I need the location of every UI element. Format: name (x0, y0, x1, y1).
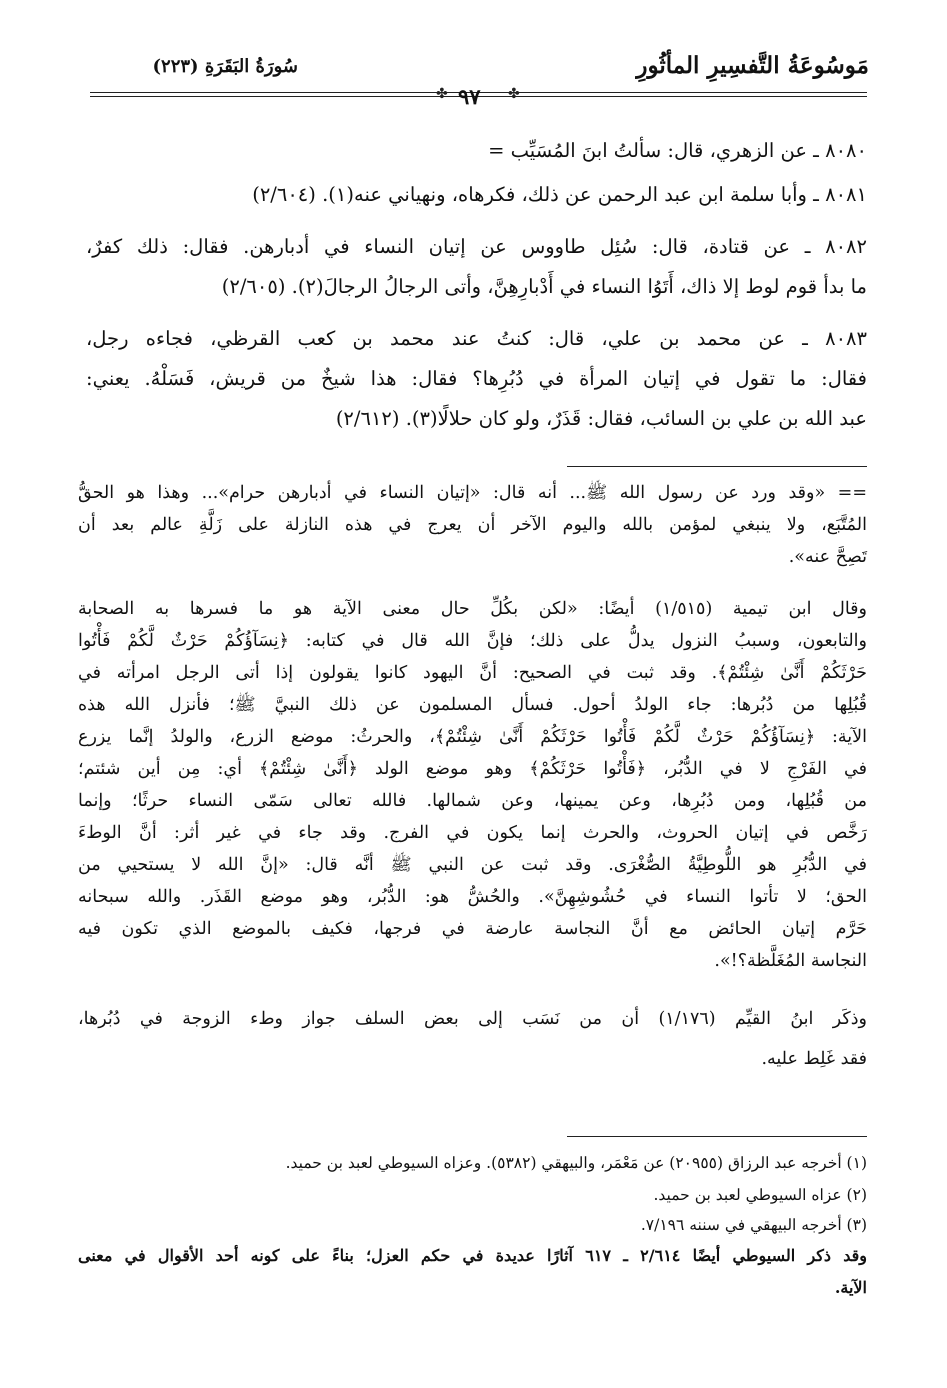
commentary-line-16: وذكَر ابنُ القيِّم (١/١٧٦) أن من نَسَب إلى بعض السلف جواز وطء الزوجة في دُبُرها، (78, 1009, 867, 1029)
commentary-line-7: قُبُلِها من دُبُرها: جاء الولدُ أحول. فسأل المسلمون عن ذلك النبيَّ ﷺ؛ فأنزل الله هذه (78, 695, 867, 715)
footnotes-separator (567, 1136, 867, 1137)
ornament-left-icon: ✤ (436, 86, 448, 102)
surah-reference-header (88, 56, 298, 84)
addendum-line-2: الآية. (834, 1278, 867, 1297)
narration-8082-line-1: ٨٠٨٢ ـ عن قتادة، قال: سُئِل طاووس عن إتيان النساء في أدبارهن. فقال: ذلك كفرٌ، (86, 235, 867, 258)
page-number-row (0, 84, 947, 108)
addendum-line-1: وقد ذكر السيوطي أيضًا ٢/٦١٤ ـ ٦١٧ آثارًا عديدة في حكم العزل؛ بناءً على كونه أحد الأقوال في معنى (78, 1246, 868, 1265)
commentary-line-12: في الدُّبُرِ هو اللُّوطِيَّةُ الصُّغْرَى. وقد ثبت عن النبي ﷺ أنَّه قال: «إنَّ الله لا يستحيي من (78, 855, 867, 875)
page-number: ٩٧ (458, 84, 481, 109)
book-title: مَوسُوعَةُ التَّفسِيرِ المأثُورِ (636, 52, 869, 79)
commentary-line-9: في الفَرْجِ لا في الدُّبُر، ﴿فَأْتُوا حَرْثَكُمْ﴾ وهو موضع الولد ﴿أَنَّىٰ شِئْتُمْ﴾ أي: مِن أين شئتم؛ (78, 759, 867, 779)
commentary-line-8: الآية: ﴿نِسَآؤُكُمْ حَرْثٌ لَّكُمْ فَأْتُوا حَرْثَكُمْ أَنَّىٰ شِئْتُمْ﴾، والحرثُ: موضع الزرع، والولدُ إنَّما يزرع (78, 727, 867, 747)
narration-8083-line-3: عبد الله بن علي بن السائب، فقال: قَذَرٌ، ولو كان حلالًا(٣). (٢/٦١٢) (335, 407, 867, 430)
commentary-line-11: رَخَّص في إتيان الحروث، والحرث إنما يكون في الفرج. وقد جاء في غير أثر: أنَّ الوطءَ (78, 823, 867, 843)
surah-reference: سُورَةُ البَقَرَةِ (٢٢٣) (152, 56, 298, 77)
commentary-line-3: تَصِحَّ عنه». (788, 547, 867, 567)
commentary-line-15: النجاسة المُغَلَّظة؟!». (714, 951, 867, 971)
ornament-right-icon: ✤ (508, 86, 520, 102)
footnote-1: (١) أخرجه عبد الرزاق (٢٠٩٥٥) عن مَعْمَر، والبيهقي (٥٣٨٢). وعزاه السيوطي لعبد بن حميد. (285, 1154, 867, 1172)
commentary-line-14: حَرَّم إتيان الحائض مع أنَّ النجاسة عارضة في فرجها، فكيف بالموضع الذي تكون فيه (78, 919, 867, 939)
commentary-line-4: وقال ابن تيمية (١/٥١٥) أيضًا: «لكن بكُلِّ حال معنى الآية هو ما فسرها به الصحابة (78, 599, 867, 619)
narration-8080-line-1: ٨٠٨٠ ـ عن الزهري، قال: سألتُ ابنَ المُسَيِّب = (488, 139, 867, 162)
commentary-line-6: حَرْثَكُمْ أَنَّىٰ شِئْتُمْ﴾. وقد ثبت في الصحيح: أنَّ اليهود كانوا يقولون إذا أتى الرجل امرأته في (78, 663, 867, 683)
narration-8081-line-1: ٨٠٨١ ـ وأبا سلمة ابن عبد الرحمن عن ذلك، فكرهاه، ونهياني عنه(١). (٢/٦٠٤) (252, 183, 867, 206)
commentary-line-2: المُتَّبَع، ولا ينبغي لمؤمن بالله واليوم الآخر أن يعرج في هذه النازلة على زَلَّةِ عالم بعد أن (78, 515, 867, 535)
commentary-line-5: والتابعون، وسببُ النزول يدلُّ على ذلك؛ فإنَّ الله قال في كتابه: ﴿نِسَآؤُكُمْ حَرْثٌ لَّكُمْ فَأْتُوا (78, 631, 867, 651)
commentary-line-10: من قُبُلِها، ومن دُبُرِها، وعن يمينها، وعن شمالها. فالله تعالى سَمّى النساء حرثًا؛ وإنما (78, 791, 867, 811)
commentary-line-1: == «وقد ورد عن رسول الله ﷺ... أنه قال: «إتيان النساء في أدبارهن حرام»... وهذا هو الحقُّ (78, 483, 867, 503)
commentary-line-13: الحق؛ لا تأتوا النساء في حُشُوشِهِنَّ». والحُشُّ هو: الدُّبُر، وهو موضع القَذَر. والله سبحانه (78, 887, 867, 907)
commentary-line-17: فقد غَلِط عليه. (761, 1049, 867, 1069)
narration-8082-line-2: ما بدأ قوم لوط إلا ذاك، أَتَوُا النساء في أَدْبارِهِنَّ، وأتى الرجالُ الرجالَ(٢). (٢/٦٠٥) (221, 275, 867, 298)
narration-8083-line-2: فقال: ما تقول في إتيان المرأة في دُبُرِها؟ فقال: هذا شيخٌ من قريش، فَسَلْهُ. يعني: (86, 367, 867, 390)
footnote-2: (٢) عزاه السيوطي لعبد بن حميد. (653, 1186, 867, 1204)
footnote-3: (٣) أخرجه البيهقي في سننه ٧/١٩٦. (640, 1216, 867, 1234)
footnote-separator (567, 466, 867, 467)
narration-8083-line-1: ٨٠٨٣ ـ عن محمد بن علي، قال: كنتُ عند محمد بن كعب القرظي، فجاءه رجل، (86, 327, 867, 350)
